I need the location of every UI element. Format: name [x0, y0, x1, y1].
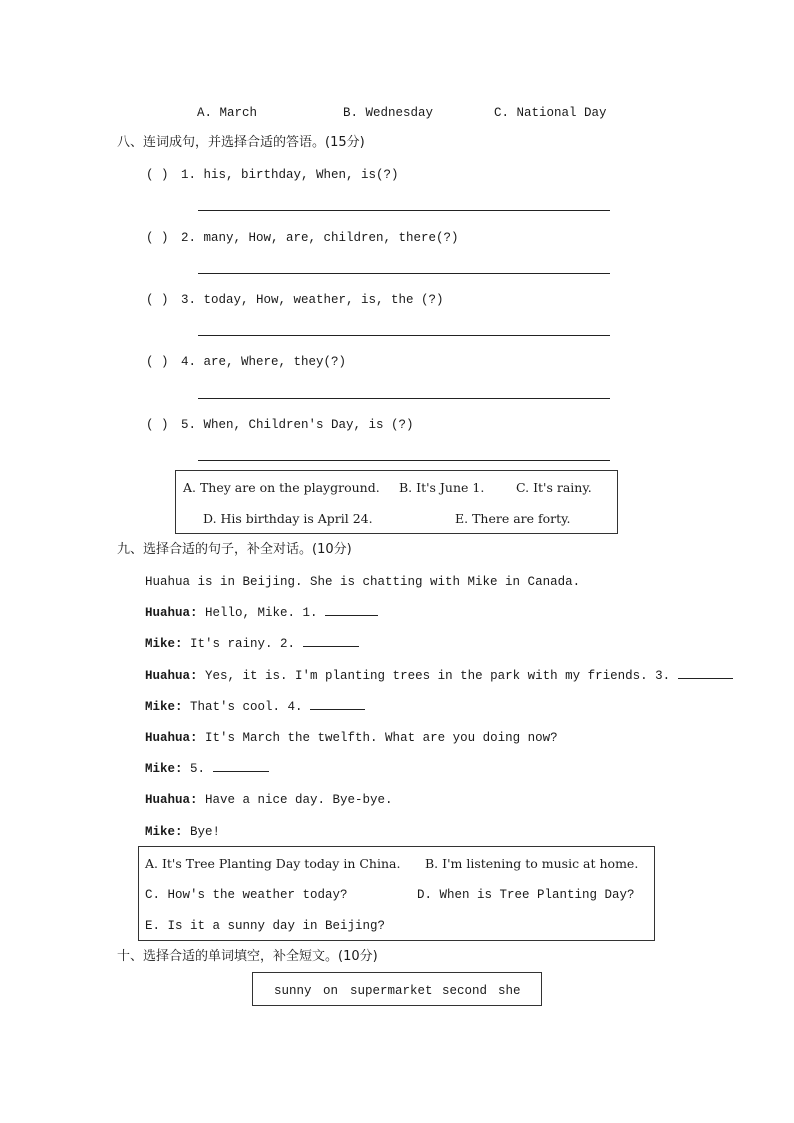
section-8-option-e: E. There are forty. [455, 511, 571, 526]
speaker-mike: Mike: [145, 637, 183, 651]
dialogue-text: Have a nice day. Bye-bye. [205, 793, 393, 807]
section-9-option-d: D. When is Tree Planting Day? [417, 888, 635, 902]
speaker-huahua: Huahua: [145, 731, 198, 745]
dialogue-line-7 [145, 792, 393, 808]
dialogue-text: Yes, it is. I'm planting trees in the park with my friends. 3. [205, 669, 671, 683]
dialogue-text: It's March the twelfth. What are you doing now? [205, 731, 558, 745]
word-bank-word: she [498, 984, 521, 998]
answer-line[interactable] [198, 460, 610, 461]
dialogue-line-1 [145, 605, 378, 621]
dialogue-line-2 [145, 636, 359, 652]
blank-4[interactable] [310, 709, 365, 710]
option-c-national-day: C. National Day [494, 106, 607, 120]
section-8-option-b: B. It's June 1. [399, 480, 485, 495]
blank-1[interactable] [325, 615, 378, 616]
blank-2[interactable] [303, 646, 359, 647]
blank-5[interactable] [213, 771, 269, 772]
answer-line[interactable] [198, 335, 610, 336]
dialogue-text: Bye! [190, 825, 221, 839]
question-text: 4. are, Where, they(?) [181, 355, 347, 369]
answer-paren[interactable]: ( ) [146, 231, 169, 245]
speaker-mike: Mike: [145, 762, 183, 776]
dialogue-text: It's rainy. 2. [190, 637, 296, 651]
section-9-option-a: A. It's Tree Planting Day today in China. [145, 856, 401, 871]
word-bank-word: on [323, 984, 339, 998]
option-b-wednesday: B. Wednesday [343, 106, 434, 120]
speaker-huahua: Huahua: [145, 669, 198, 683]
answer-paren[interactable]: ( ) [146, 355, 169, 369]
section-8-title: 八、连词成句，并选择合适的答语。(15分) [117, 135, 365, 150]
section-9-option-e: E. Is it a sunny day in Beijing? [145, 919, 386, 933]
dialogue-line-4 [145, 699, 365, 715]
word-bank-word: second [442, 984, 488, 998]
dialogue-line-5 [145, 730, 558, 746]
dialogue-line-6 [145, 761, 269, 777]
speaker-mike: Mike: [145, 700, 183, 714]
answer-paren[interactable]: ( ) [146, 168, 169, 182]
dialogue-line-3 [145, 668, 733, 684]
dialogue-text: 5. [190, 762, 206, 776]
answer-line[interactable] [198, 210, 610, 211]
question-text: 3. today, How, weather, is, the (?) [181, 293, 444, 307]
dialogue-text: Hello, Mike. 1. [205, 606, 318, 620]
section-8-option-a: A. They are on the playground. [183, 480, 380, 495]
section-9-title: 九、选择合适的句子，补全对话。(10分) [117, 542, 352, 557]
section-8-option-c: C. It's rainy. [516, 480, 592, 495]
section-10-title: 十、选择合适的单词填空，补全短文。(10分) [117, 949, 378, 964]
word-bank-word: sunny [274, 984, 312, 998]
section-9-option-b: B. I'm listening to music at home. [425, 856, 639, 871]
speaker-huahua: Huahua: [145, 793, 198, 807]
section-9-option-c: C. How's the weather today? [145, 888, 348, 902]
word-bank-word: supermarket [350, 984, 433, 998]
answer-line[interactable] [198, 273, 610, 274]
dialogue-line-8 [145, 824, 220, 840]
section-8-option-d: D. His birthday is April 24. [203, 511, 373, 526]
question-text: 5. When, Children's Day, is (?) [181, 418, 414, 432]
question-text: 1. his, birthday, When, is(?) [181, 168, 399, 182]
answer-line[interactable] [198, 398, 610, 399]
dialogue-text: That's cool. 4. [190, 700, 303, 714]
option-a-march: A. March [197, 106, 258, 120]
speaker-mike: Mike: [145, 825, 183, 839]
section-9-intro: Huahua is in Beijing. She is chatting with Mike in Canada. [145, 575, 581, 589]
answer-paren[interactable]: ( ) [146, 418, 169, 432]
blank-3[interactable] [678, 678, 733, 679]
speaker-huahua: Huahua: [145, 606, 198, 620]
question-text: 2. many, How, are, children, there(?) [181, 231, 459, 245]
answer-paren[interactable]: ( ) [146, 293, 169, 307]
